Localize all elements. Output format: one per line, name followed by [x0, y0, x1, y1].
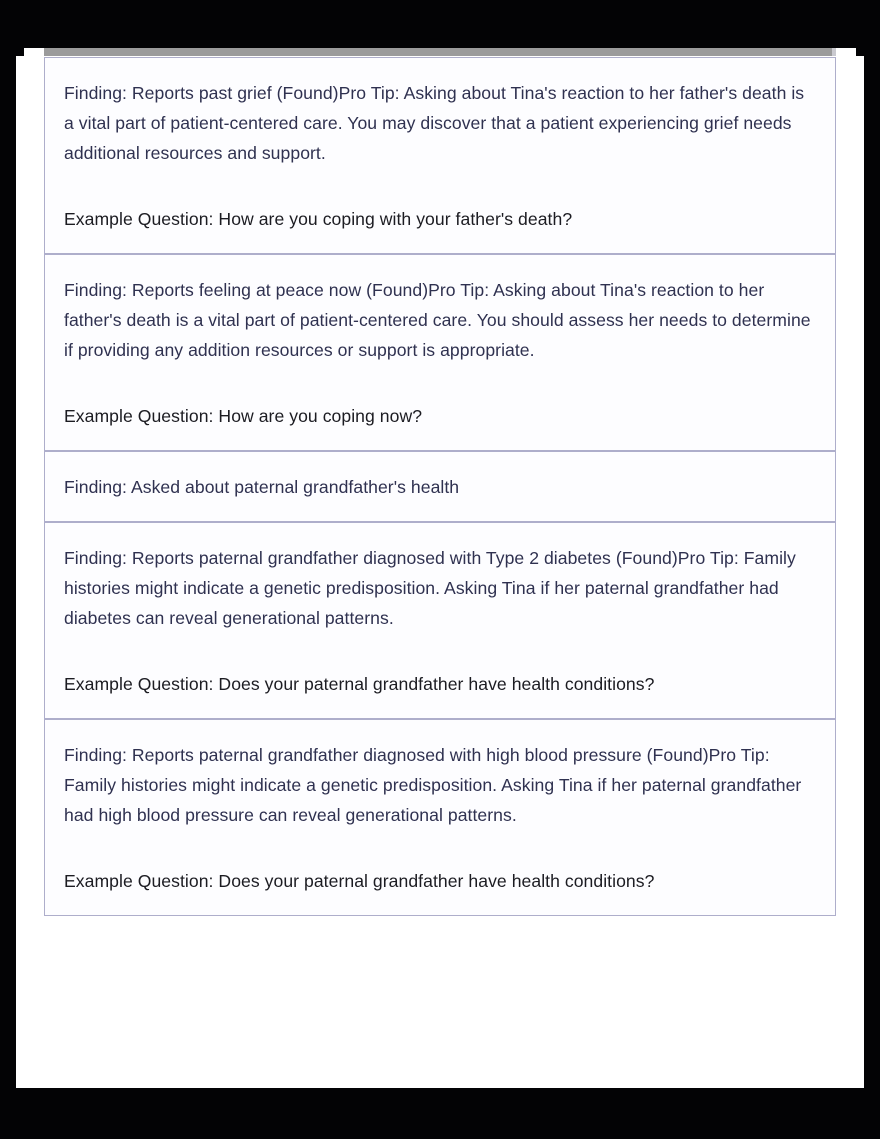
example-question: Example Question: How are you coping with your father's death? — [64, 209, 573, 229]
finding-row — [45, 523, 835, 720]
finding-row — [45, 720, 835, 915]
finding-text: Finding: Reports paternal grandfather diagnosed with Type 2 diabetes (Found)Pro Tip: Family histories might indicate a genetic predisposition. Asking Tina if her paternal grandfather had diabetes can reveal generational patterns. — [64, 548, 796, 628]
example-question: Example Question: How are you coping now? — [64, 406, 423, 426]
finding-row — [45, 452, 835, 523]
example-question: Example Question: Does your paternal grandfather have health conditions? — [64, 871, 655, 891]
finding-text: Finding: Reports feeling at peace now (Found)Pro Tip: Asking about Tina's reaction to her father's death is a vital part of patient-centered care. You should assess her needs to determine if providing any addition resources or support is appropriate. — [64, 280, 811, 360]
finding-text: Finding: Reports paternal grandfather diagnosed with high blood pressure (Found)Pro Tip: Family histories might indicate a genetic predisposition. Asking Tina if her paternal grandfather had high blood pressure can reveal generational patterns. — [64, 745, 802, 825]
finding-row — [45, 255, 835, 452]
finding-row — [45, 58, 835, 255]
findings-list — [44, 57, 836, 916]
finding-text: Finding: Reports past grief (Found)Pro Tip: Asking about Tina's reaction to her father's death is a vital part of patient-centered care. You may discover that a patient experiencing grief needs additional resources and support. — [64, 83, 805, 163]
finding-text: Finding: Asked about paternal grandfather's health — [64, 477, 460, 497]
example-question: Example Question: Does your paternal grandfather have health conditions? — [64, 674, 655, 694]
horizontal-scrollbar[interactable] — [44, 48, 836, 56]
